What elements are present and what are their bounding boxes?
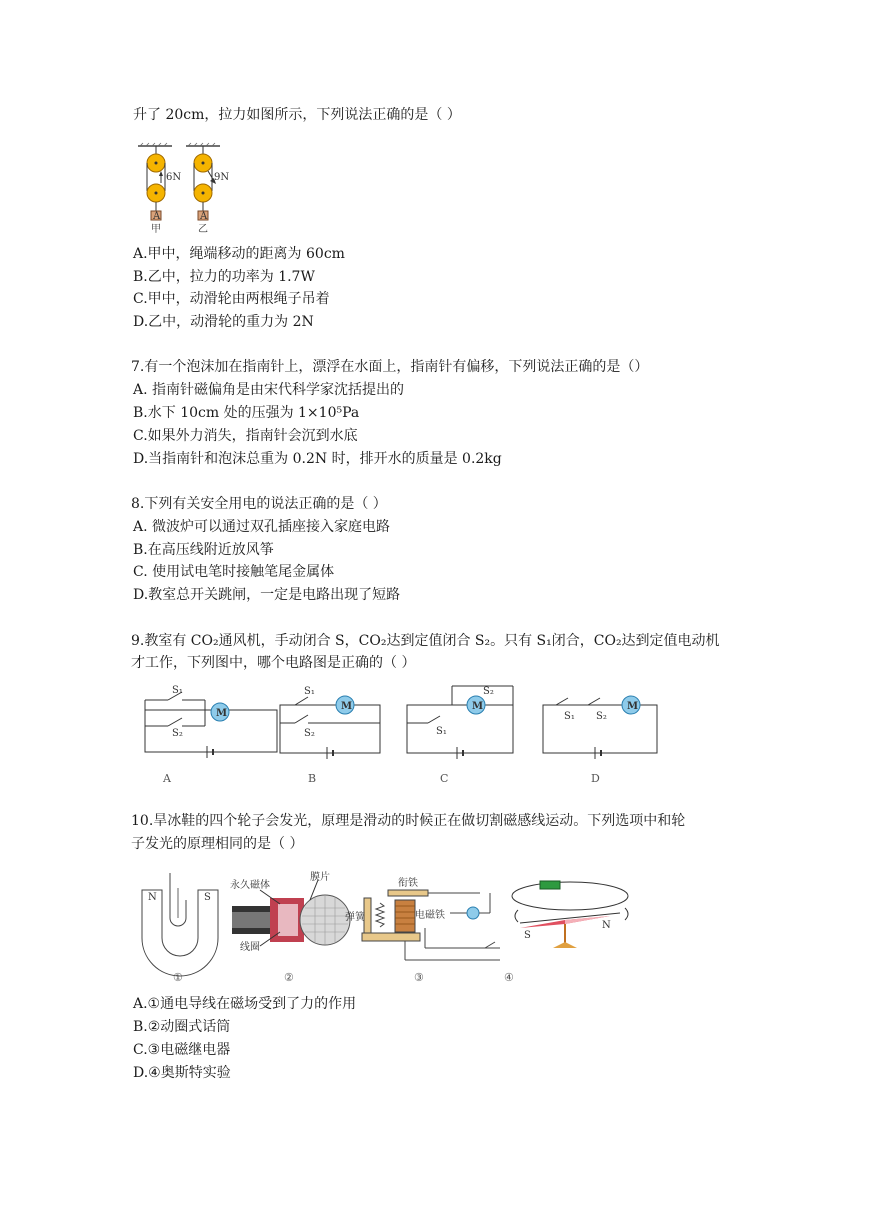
magnet-pole-n: N (148, 892, 157, 903)
circuit-d-s1: S₁ (564, 711, 575, 722)
q6-stem: 升了 20cm，拉力如图所示，下列说法正确的是（ ） (133, 107, 461, 123)
circuit-d-s2: S₂ (596, 711, 607, 722)
q6-option-b: B.乙中，拉力的功率为 1.7W (133, 269, 315, 285)
q8-stem: 8.下列有关安全用电的说法正确的是（ ） (131, 496, 387, 512)
fig-label-1: ① (173, 971, 183, 984)
mic-label-coil: 线圈 (240, 942, 260, 953)
q8-option-a: A. 微波炉可以通过双孔插座接入家庭电路 (133, 519, 391, 535)
u-magnet-figure (142, 873, 218, 976)
q6-option-d: D.乙中，动滑轮的重力为 2N (133, 314, 314, 330)
q10-stem-line2: 子发光的原理相同的是（ ） (131, 836, 304, 852)
magnet-pole-s: S (204, 892, 211, 903)
motor-label-c: M (472, 701, 484, 712)
block-label-jia: A (153, 211, 161, 222)
q9-stem-line2: 才工作，下列图中，哪个电路图是正确的（ ） (131, 655, 416, 671)
q6-option-c: C.甲中，动滑轮由两根绳子吊着 (133, 291, 330, 307)
needle-pole-n: N (602, 920, 611, 931)
circuit-label-b: B (308, 772, 317, 785)
block-label-yi: A (200, 211, 208, 222)
fig-label-3: ③ (414, 971, 424, 984)
mic-label-magnet: 永久磁体 (230, 880, 270, 891)
q10-option-d: D.④奥斯特实验 (133, 1065, 231, 1081)
circuit-b-s2: S₂ (304, 728, 315, 739)
q10-option-c: C.③电磁继电器 (133, 1042, 231, 1058)
circuit-a-s1: S₁ (172, 685, 183, 696)
pulley-system-jia (147, 146, 165, 220)
q8-option-d: D.教室总开关跳闸，一定是电路出现了短路 (133, 587, 401, 603)
fig-label-2: ② (284, 971, 294, 984)
circuit-diagrams (140, 680, 670, 792)
relay-label-armature: 衔铁 (398, 878, 418, 889)
mic-label-diaphragm: 膜片 (310, 872, 330, 883)
circuit-c-s2: S₂ (483, 686, 494, 697)
circuit-label-a: A (163, 772, 171, 785)
force-label-jia: 6N (166, 172, 182, 183)
q7-option-d: D.当指南针和泡沫总重为 0.2N 时，排开水的质量是 0.2kg (133, 451, 502, 467)
relay-label-spring: 弹簧 (345, 912, 365, 923)
q7-option-c: C.如果外力消失，指南针会沉到水底 (133, 428, 358, 444)
circuit-d (543, 696, 657, 753)
q7-option-b: B.水下 10cm 处的压强为 1×10⁵Pa (133, 405, 360, 421)
relay-label-electromagnet: 电磁铁 (415, 910, 445, 921)
needle-pole-s: S (524, 930, 531, 941)
q10-stem-line1: 10.旱冰鞋的四个轮子会发光，原理是滑动的时候正在做切割磁感线运动。下列选项中和轮 (131, 813, 686, 829)
circuit-label-c: C (440, 772, 449, 785)
circuit-a-s2: S₂ (172, 728, 183, 739)
circuit-b-s1: S₁ (304, 686, 315, 697)
q10-option-a: A.①通电导线在磁场受到了力的作用 (133, 996, 357, 1012)
q8-option-b: B.在高压线附近放风筝 (133, 542, 274, 558)
circuit-b (280, 696, 380, 753)
circuit-label-d: D (591, 772, 600, 785)
q10-option-b: B.②动圈式话筒 (133, 1019, 231, 1035)
q6-option-a: A.甲中，绳端移动的距离为 60cm (133, 246, 345, 262)
force-label-yi: 9N (214, 172, 230, 183)
motor-label-a: M (216, 708, 228, 719)
pulley-figure (138, 143, 228, 235)
q9-stem-line1: 9.教室有 CO₂通风机，手动闭合 S，CO₂达到定值闭合 S₂。只有 S₁闭合，CO₂达到定值电动机 (131, 633, 720, 649)
q7-option-a: A. 指南针磁偏角是由宋代科学家沈括提出的 (133, 382, 405, 398)
motor-label-b: M (341, 701, 353, 712)
circuit-a (145, 692, 277, 752)
relay-figure (362, 890, 500, 960)
circuit-c-s1: S₁ (436, 726, 447, 737)
fig-label-4: ④ (504, 971, 514, 984)
label-jia: 甲 (151, 224, 161, 235)
circuit-c (407, 686, 513, 753)
q10-figures (140, 868, 640, 986)
q7-stem: 7.有一个泡沫加在指南针上，漂浮在水面上，指南针有偏移，下列说法正确的是（） (131, 359, 649, 375)
pulley-system-yi (194, 146, 216, 220)
label-yi: 乙 (198, 224, 208, 235)
q8-option-c: C. 使用试电笔时接触笔尾金属体 (133, 564, 335, 580)
motor-label-d: M (627, 701, 639, 712)
